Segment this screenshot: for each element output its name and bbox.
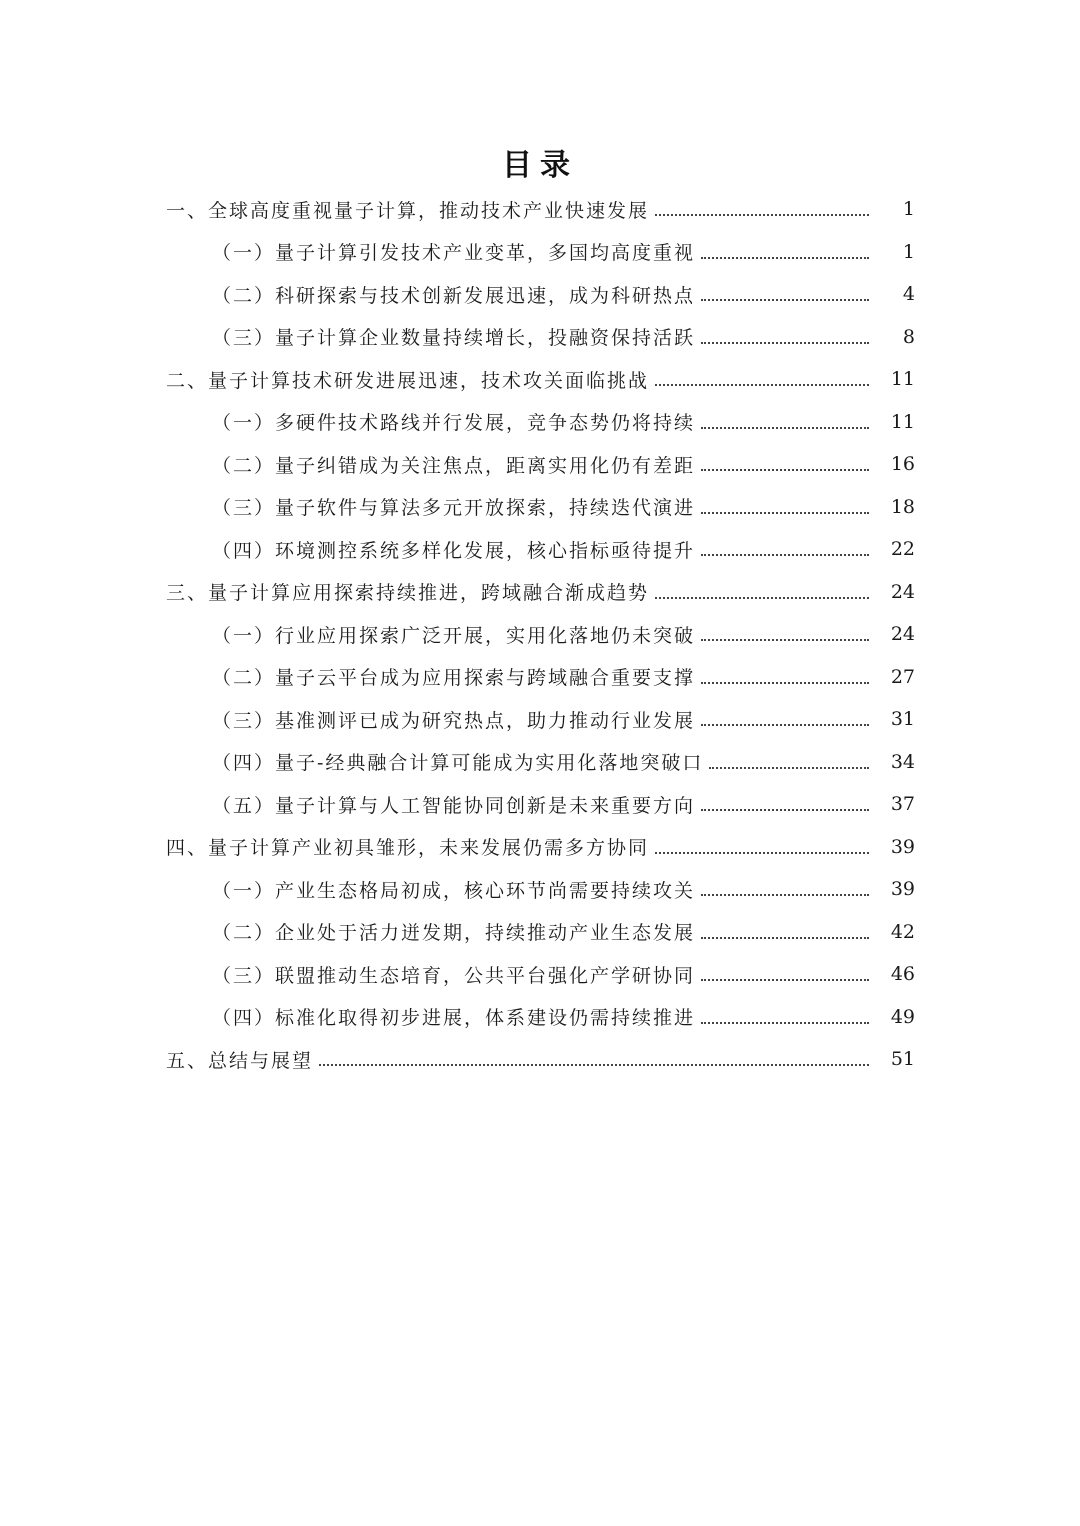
dot-leader — [655, 214, 869, 216]
toc-entry-label: （三）基准测评已成为研究热点，助力推动行业发展 — [212, 709, 696, 732]
dot-leader — [655, 384, 869, 386]
toc-section-entry[interactable] — [0, 1038, 1080, 1081]
toc-page-number: 22 — [890, 538, 915, 561]
toc-page-number: 11 — [890, 368, 915, 391]
toc-subsection-entry[interactable] — [0, 953, 1080, 996]
dot-leader — [701, 427, 869, 429]
toc-entry-label: 四、量子计算产业初具雏形，未来发展仍需多方协同 — [166, 837, 650, 860]
toc-entry-label: （四）量子-经典融合计算可能成为实用化落地突破口 — [212, 752, 704, 775]
dot-leader — [701, 724, 869, 726]
toc-page-number: 46 — [890, 963, 915, 986]
toc-entry-label: （二）量子纠错成为关注焦点，距离实用化仍有差距 — [212, 454, 696, 477]
toc-page-number: 11 — [890, 410, 915, 433]
dot-leader — [701, 979, 869, 981]
dot-leader — [701, 1022, 869, 1024]
toc-page-number: 16 — [890, 453, 915, 476]
toc-subsection-entry[interactable] — [0, 316, 1080, 359]
toc-section-entry[interactable] — [0, 188, 1080, 231]
toc-subsection-entry[interactable] — [0, 231, 1080, 274]
toc-entry-label: （二）量子云平台成为应用探索与跨域融合重要支撑 — [212, 667, 696, 690]
toc-entry-label: （一）量子计算引发技术产业变革，多国均高度重视 — [212, 242, 696, 265]
dot-leader — [655, 597, 869, 599]
dot-leader — [701, 639, 869, 641]
toc-entry-label: （四）环境测控系统多样化发展，核心指标亟待提升 — [212, 539, 696, 562]
toc-subsection-entry[interactable] — [0, 911, 1080, 954]
toc-page-number: 8 — [902, 325, 915, 348]
toc-entry-label: 五、总结与展望 — [166, 1049, 314, 1072]
toc-subsection-entry[interactable] — [0, 528, 1080, 571]
dot-leader — [709, 767, 869, 769]
toc-page-number: 31 — [890, 708, 915, 731]
toc-subsection-entry[interactable] — [0, 401, 1080, 444]
toc-title: 目录 — [502, 148, 578, 183]
toc-section-entry[interactable] — [0, 826, 1080, 869]
toc-entry-label: （一）行业应用探索广泛开展，实用化落地仍未突破 — [212, 624, 696, 647]
toc-page-number: 34 — [890, 750, 915, 773]
toc-entry-label: （五）量子计算与人工智能协同创新是未来重要方向 — [212, 794, 696, 817]
toc-entry-label: （一）多硬件技术路线并行发展，竞争态势仍将持续 — [212, 412, 696, 435]
toc-subsection-entry[interactable] — [0, 868, 1080, 911]
toc-page-number: 27 — [890, 665, 915, 688]
toc-subsection-entry[interactable] — [0, 996, 1080, 1039]
toc-page-number: 1 — [902, 198, 915, 221]
toc-entry-label: 一、全球高度重视量子计算，推动技术产业快速发展 — [166, 199, 650, 222]
toc-entry-label: （三）量子计算企业数量持续增长，投融资保持活跃 — [212, 327, 696, 350]
toc-page-number: 24 — [890, 623, 915, 646]
toc-page-number: 4 — [902, 283, 915, 306]
toc-entry-label: （四）标准化取得初步进展，体系建设仍需持续推进 — [212, 1007, 696, 1030]
toc-entry-label: （二）科研探索与技术创新发展迅速，成为科研热点 — [212, 284, 696, 307]
dot-leader — [655, 852, 869, 854]
toc-page-number: 51 — [890, 1048, 915, 1071]
toc-subsection-entry[interactable] — [0, 613, 1080, 656]
toc-entry-label: （二）企业处于活力迸发期，持续推动产业生态发展 — [212, 922, 696, 945]
toc-entry-label: 二、量子计算技术研发进展迅速，技术攻关面临挑战 — [166, 369, 650, 392]
toc-page-number: 39 — [890, 878, 915, 901]
dot-leader — [319, 1064, 869, 1066]
dot-leader — [701, 554, 869, 556]
toc-page-number: 49 — [890, 1005, 915, 1028]
dot-leader — [701, 299, 869, 301]
table-of-contents — [0, 188, 1080, 1081]
toc-section-entry[interactable] — [0, 571, 1080, 614]
dot-leader — [701, 512, 869, 514]
toc-page-number: 18 — [890, 495, 915, 518]
toc-page-number: 39 — [890, 835, 915, 858]
toc-subsection-entry[interactable] — [0, 273, 1080, 316]
toc-subsection-entry[interactable] — [0, 486, 1080, 529]
toc-page-number: 37 — [890, 793, 915, 816]
toc-subsection-entry[interactable] — [0, 741, 1080, 784]
toc-entry-label: （一）产业生态格局初成，核心环节尚需要持续攻关 — [212, 879, 696, 902]
dot-leader — [701, 937, 869, 939]
dot-leader — [701, 469, 869, 471]
toc-page-number: 1 — [902, 240, 915, 263]
toc-entry-label: （三）联盟推动生态培育，公共平台强化产学研协同 — [212, 964, 696, 987]
dot-leader — [701, 342, 869, 344]
toc-subsection-entry[interactable] — [0, 656, 1080, 699]
toc-entry-label: 三、量子计算应用探索持续推进，跨域融合渐成趋势 — [166, 582, 650, 605]
toc-subsection-entry[interactable] — [0, 783, 1080, 826]
toc-entry-label: （三）量子软件与算法多元开放探索，持续迭代演进 — [212, 497, 696, 520]
toc-page-number: 42 — [890, 920, 915, 943]
toc-subsection-entry[interactable] — [0, 443, 1080, 486]
dot-leader — [701, 809, 869, 811]
dot-leader — [701, 682, 869, 684]
dot-leader — [701, 894, 869, 896]
toc-section-entry[interactable] — [0, 358, 1080, 401]
toc-subsection-entry[interactable] — [0, 698, 1080, 741]
toc-page-number: 24 — [890, 580, 915, 603]
dot-leader — [701, 257, 869, 259]
